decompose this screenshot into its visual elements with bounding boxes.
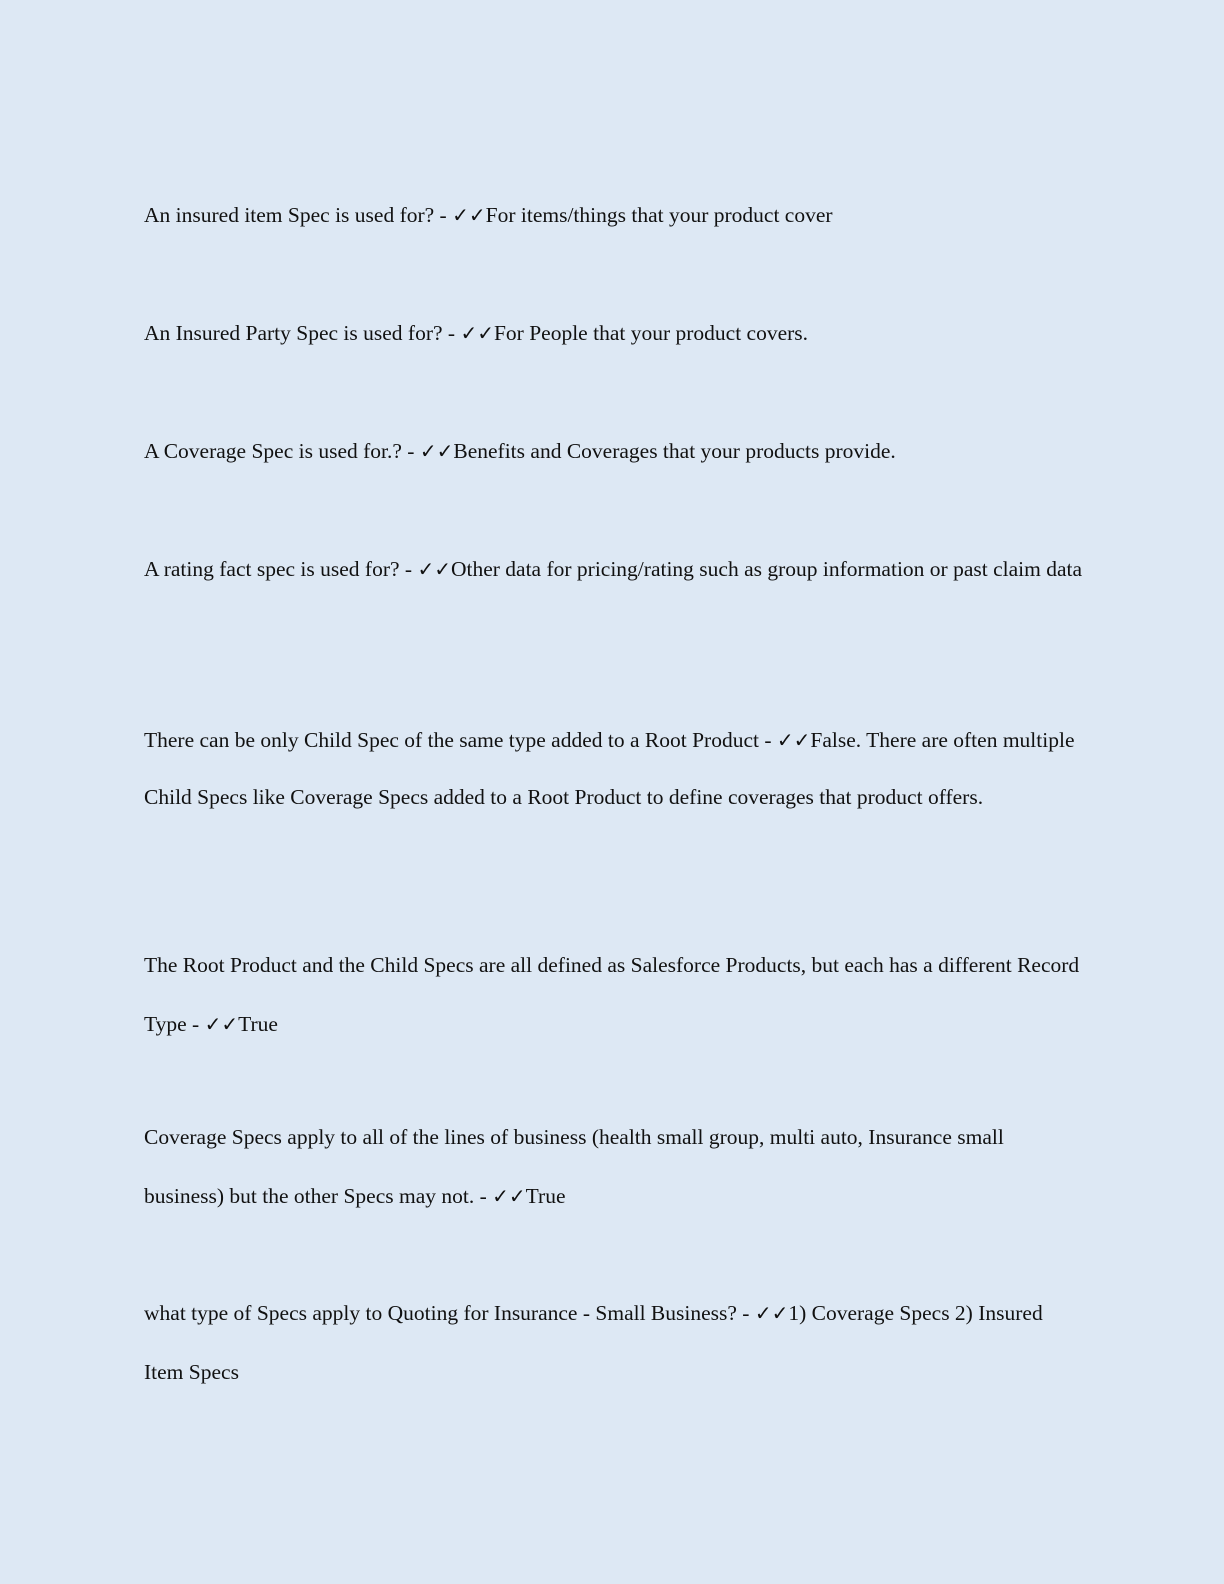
answer-text: Benefits and Coverages that your products provide. [453, 439, 896, 463]
double-check-icon: ✓✓ [754, 1301, 789, 1325]
answer-text: For People that your product covers. [493, 321, 809, 345]
qa-entry-record-type [144, 936, 1088, 1054]
double-check-icon: ✓✓ [452, 203, 486, 227]
double-check-icon: ✓✓ [776, 728, 811, 752]
qa-entry-insured-party [144, 304, 1088, 363]
qa-entry-coverage-spec [144, 422, 1088, 481]
question-text: An insured item Spec is used for? - [144, 203, 453, 227]
qa-entry-small-business [144, 1284, 1044, 1402]
answer-text: False. There are often multiple Child Specs like Coverage Specs added to a Root Product to define coverages that product offers. [144, 728, 1075, 809]
answer-text: 1) Coverage Specs 2) Insured Item Specs [144, 1301, 1043, 1384]
question-text: A Coverage Spec is used for.? - [144, 439, 420, 463]
answer-text: For items/things that your product cover [485, 203, 833, 227]
double-check-icon: ✓✓ [419, 439, 454, 463]
double-check-icon: ✓✓ [460, 321, 494, 345]
double-check-icon: ✓✓ [417, 557, 451, 581]
qa-entry-child-spec [144, 712, 1088, 826]
double-check-icon: ✓✓ [492, 1184, 526, 1208]
question-text: An Insured Party Spec is used for? - [144, 321, 461, 345]
question-text: The Root Product and the Child Specs are all defined as Salesforce Products, but each has a different Record Type - [144, 953, 1080, 1036]
answer-text: True [238, 1012, 278, 1036]
question-text: There can be only Child Spec of the same type added to a Root Product - [144, 728, 777, 752]
qa-entry-insured-item [144, 186, 1088, 245]
answer-text: Other data for pricing/rating such as group information or past claim data [450, 557, 1083, 581]
question-text: what type of Specs apply to Quoting for Insurance - Small Business? - [144, 1301, 755, 1325]
question-text: Coverage Specs apply to all of the lines of business (health small group, multi auto, Insurance small business) but the other Specs may not. - [144, 1125, 1004, 1208]
qa-entry-rating-fact [144, 540, 1088, 599]
question-text: A rating fact spec is used for? - [144, 557, 418, 581]
answer-text: True [525, 1184, 566, 1208]
qa-entry-lines-of-business [144, 1108, 1088, 1226]
double-check-icon: ✓✓ [204, 1012, 239, 1036]
